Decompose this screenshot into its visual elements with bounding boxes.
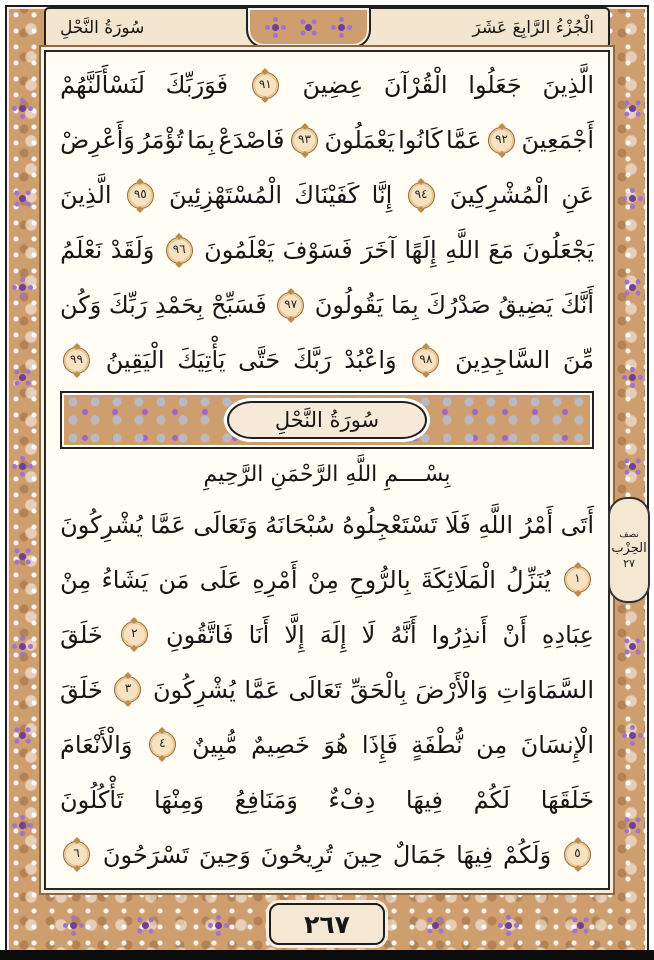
quran-line (60, 113, 594, 168)
quran-word: تُرِيحُونَ (260, 840, 333, 869)
verse-number-medallion: ١ (564, 566, 591, 593)
quran-line (60, 58, 594, 113)
quran-word: لَا (361, 620, 376, 649)
quran-word: تَعَالَى (288, 675, 342, 704)
hizb-marker-number: ٢٧ (623, 557, 635, 570)
quran-word: الَّذِينَ (542, 71, 594, 100)
flower-icon (70, 922, 77, 929)
verse-number-medallion: ٩٤ (408, 182, 435, 209)
quran-word: أَتَى (560, 510, 594, 539)
quran-word: فَإِذَا (361, 730, 398, 759)
flower-icon (576, 920, 586, 930)
page-number-cartouche: ٢٦٧ (269, 903, 385, 945)
quran-word: رَبِّكَ (108, 291, 148, 320)
quran-word: السَّاجِدِينَ (455, 346, 551, 375)
quran-line (60, 717, 594, 772)
quran-word: خَلَقَ (60, 675, 103, 704)
quran-word: فَسَبِّحْ (211, 291, 267, 320)
flower-icon (303, 22, 313, 32)
right-border-flower-ornaments (621, 64, 643, 870)
quran-line (60, 662, 594, 717)
quran-word: نُّطْفَةٍ (411, 730, 463, 759)
flower-icon (629, 732, 636, 739)
quran-word: كَفَيْنَاكَ (294, 181, 360, 210)
quran-word: يَشَاءُ (101, 565, 149, 594)
verse-number-medallion: ٣ (114, 676, 141, 703)
quran-word: وَتَعَالَى (193, 510, 258, 539)
quran-word: عَمَّا (446, 126, 482, 155)
quran-line (60, 168, 594, 223)
quran-word: وَاعْبُدْ (344, 346, 397, 375)
quran-word: مَن (158, 565, 190, 594)
quran-word: سُبْحَانَهُ (265, 510, 335, 539)
quran-word: تَأْكُلُونَ (60, 785, 124, 814)
verse-number-medallion: ٩٦ (166, 237, 193, 264)
page-header-strip (44, 7, 610, 49)
quran-word: وَمَنَافِعُ (234, 785, 298, 814)
quran-word: يُنَزِّلُ (506, 565, 551, 594)
left-border-flower-ornaments (11, 64, 33, 870)
quran-word: الْمُسْتَهْزِئِينَ (169, 181, 283, 210)
flower-icon (629, 195, 636, 202)
quran-word: يَعْلَمُونَ (204, 236, 275, 265)
quran-word: الْقُرْآنَ (383, 71, 448, 100)
bottom-dark-edge (0, 950, 654, 960)
verse-number-medallion: ٩٢ (488, 127, 515, 154)
quran-word: يَعْمَلُونَ (324, 126, 395, 155)
quran-word: فَوَرَبِّكَ (165, 71, 229, 100)
quran-word: الْمَلَائِكَةَ (420, 565, 496, 594)
verse-number-medallion: ٩٥ (127, 182, 154, 209)
quran-word: عَلَى (199, 565, 242, 594)
quran-line (60, 278, 594, 333)
quran-word: وَحِينَ (198, 840, 251, 869)
quran-word: يَضِيقُ (498, 291, 553, 320)
verse-number-medallion: ٦ (63, 841, 90, 868)
flower-icon (338, 24, 345, 31)
flower-icon (141, 920, 151, 930)
verse-number-medallion: ٥ (564, 841, 591, 868)
quran-word: آخَرَ (361, 236, 396, 265)
quran-word: خَصِيمٌ (251, 730, 311, 759)
quran-word: الْإِنسَانَ (520, 730, 594, 759)
quran-word: إِلَّا (284, 620, 305, 649)
flower-icon (19, 105, 26, 112)
flower-icon (627, 820, 637, 830)
quran-word: يُشْرِكُونَ (60, 510, 143, 539)
quran-word: يَأْتِيَكَ (177, 346, 226, 375)
verse-number-medallion: ٤ (149, 731, 176, 758)
quran-word: عِضِينَ (302, 71, 364, 100)
quran-word: مَعَ (488, 236, 514, 265)
flower-icon (17, 193, 27, 203)
flower-icon (17, 731, 27, 741)
quran-word: الْمُشْرِكِينَ (449, 181, 550, 210)
quran-word: بِالْحَقِّ (350, 675, 407, 704)
quran-word: خَلَقَ (60, 620, 103, 649)
flower-icon (627, 283, 637, 293)
quran-word: إِنَّا (371, 181, 393, 210)
quran-word: مِنْ (60, 565, 92, 594)
surah-title-cartouche: سُورَةُ النَّحْلِ (227, 401, 427, 439)
quran-word: لَنَسْأَلَنَّهُمْ (60, 71, 145, 100)
quran-word: فِيهَا (456, 840, 494, 869)
quran-word: بِالرُّوحِ (349, 565, 411, 594)
quran-word: أَنْ (502, 620, 527, 649)
quran-word: عَنِ (561, 181, 594, 210)
quran-word: فَاصْدَعْ (218, 126, 285, 155)
quran-word: يَجْعَلُونَ (522, 236, 594, 265)
quran-word: السَّمَاوَاتِ (496, 675, 594, 704)
quran-line (60, 772, 594, 827)
quran-word: وَمِنْهَا (154, 785, 205, 814)
quran-word: يَقُولُونَ (314, 291, 384, 320)
hizb-marker-word-half: نصف (619, 530, 639, 540)
quran-word: وَالْأَرْضَ (415, 675, 488, 704)
flower-icon (17, 552, 27, 562)
flower-icon (19, 822, 26, 829)
quran-word: إِلَهًا (404, 236, 437, 265)
quran-word: بِحَمْدِ (154, 291, 204, 320)
flower-icon (505, 922, 512, 929)
verse-number-medallion: ٢ (121, 621, 148, 648)
quran-line (60, 498, 594, 553)
surah-title-banner (60, 391, 594, 449)
quran-word: أَنَّهُ (390, 620, 417, 649)
flower-icon (627, 462, 637, 472)
quran-text-frame (44, 50, 610, 890)
quran-word: اللَّهِ (445, 236, 480, 265)
quran-word: لَكُمْ (473, 785, 511, 814)
quran-line (60, 552, 594, 607)
verse-number-medallion: ٩٨ (412, 347, 439, 374)
quran-word: إِلَهَ (319, 620, 347, 649)
quran-word: فَسَوْفَ (282, 236, 353, 265)
quran-word: فَلَا (445, 510, 471, 539)
quran-word: فَاتَّقُونِ (165, 620, 234, 649)
flower-icon (215, 922, 222, 929)
verse-number-medallion: ٩٧ (277, 292, 304, 319)
flower-icon (17, 372, 27, 382)
quran-word: وَالْأَنْعَامَ (60, 730, 133, 759)
hizb-half-marker (608, 497, 650, 603)
flower-icon (19, 643, 26, 650)
quran-word: أَنذِرُوا (431, 620, 488, 649)
quran-word: مِن (476, 730, 508, 759)
quran-word: كَانُوا (398, 126, 443, 155)
bismillah-line: بِسْــــمِ اللَّهِ الرَّحْمَنِ الرَّحِيمِ (203, 462, 451, 488)
flower-icon (627, 641, 637, 651)
quran-word: حِينَ (342, 840, 383, 869)
quran-word: عَمَّا (244, 675, 280, 704)
quran-word: جَعَلُوا (468, 71, 522, 100)
header-ornament-cluster (246, 8, 371, 48)
quran-word: هُوَ (323, 730, 349, 759)
quran-word: يُشْرِكُونَ (153, 675, 236, 704)
quran-word: أَنَا (248, 620, 270, 649)
quran-word: بِمَا (390, 291, 419, 320)
flower-icon (19, 284, 26, 291)
quran-word: عِبَادِهِ (541, 620, 594, 649)
quran-word: الْيَقِينُ (105, 346, 165, 375)
flower-icon (629, 374, 636, 381)
quran-word: فِيهَا (405, 785, 443, 814)
quran-word: تَسْتَعْجِلُوهُ (342, 510, 438, 539)
verse-number-medallion: ٩٣ (291, 127, 318, 154)
verse-number-medallion: ٩١ (252, 72, 279, 99)
quran-word: اللَّهِ (478, 510, 514, 539)
quran-word: نَعْلَمُ (60, 236, 103, 265)
verse-number-medallion: ٩٩ (63, 347, 90, 374)
quran-word: وَكُن (60, 291, 102, 320)
flower-icon (272, 24, 279, 31)
quran-line (60, 333, 594, 388)
quran-line (60, 223, 594, 278)
quran-word: خَلَقَهَا (540, 785, 594, 814)
quran-word: رَبَّكَ (292, 346, 332, 375)
quran-word: عَمَّا (150, 510, 186, 539)
quran-word: دِفْءٌ (328, 785, 376, 814)
quran-word: مِنْ (307, 565, 339, 594)
quran-word: أَجْمَعِينَ (521, 126, 594, 155)
quran-word: تُؤْمَرُ (138, 126, 184, 155)
quran-word: جَمَالٌ (392, 840, 447, 869)
flower-icon (431, 920, 441, 930)
flower-icon (19, 463, 26, 470)
quran-word: الَّذِينَ (60, 181, 112, 210)
flower-icon (627, 104, 637, 114)
surah-name-header-label: سُورَةُ النَّحْلِ (60, 18, 145, 38)
quran-word: أَمْرُ (520, 510, 554, 539)
quran-word: أَنَّكَ (560, 291, 594, 320)
quran-word: وَلَكُمْ (503, 840, 552, 869)
quran-word: مُّبِينٌ (192, 730, 238, 759)
quran-line (60, 827, 594, 882)
quran-word: أَمْرِهِ (252, 565, 298, 594)
quran-word: وَلَقَدْ (110, 236, 155, 265)
juz-header-label: الْجُزْءُ الرَّابِعَ عَشَرَ (472, 18, 594, 38)
hizb-marker-word-hizb: الحِزْب (611, 541, 647, 556)
quran-word: تَسْرَحُونَ (102, 840, 190, 869)
quran-word: مِّنَ (562, 346, 594, 375)
quran-word: بِمَا (187, 126, 215, 155)
quran-line (60, 607, 594, 662)
quran-word: صَدْرُكَ (426, 291, 491, 320)
quran-word: وَأَعْرِضْ (60, 126, 135, 155)
quran-word: حَتَّى (238, 346, 281, 375)
